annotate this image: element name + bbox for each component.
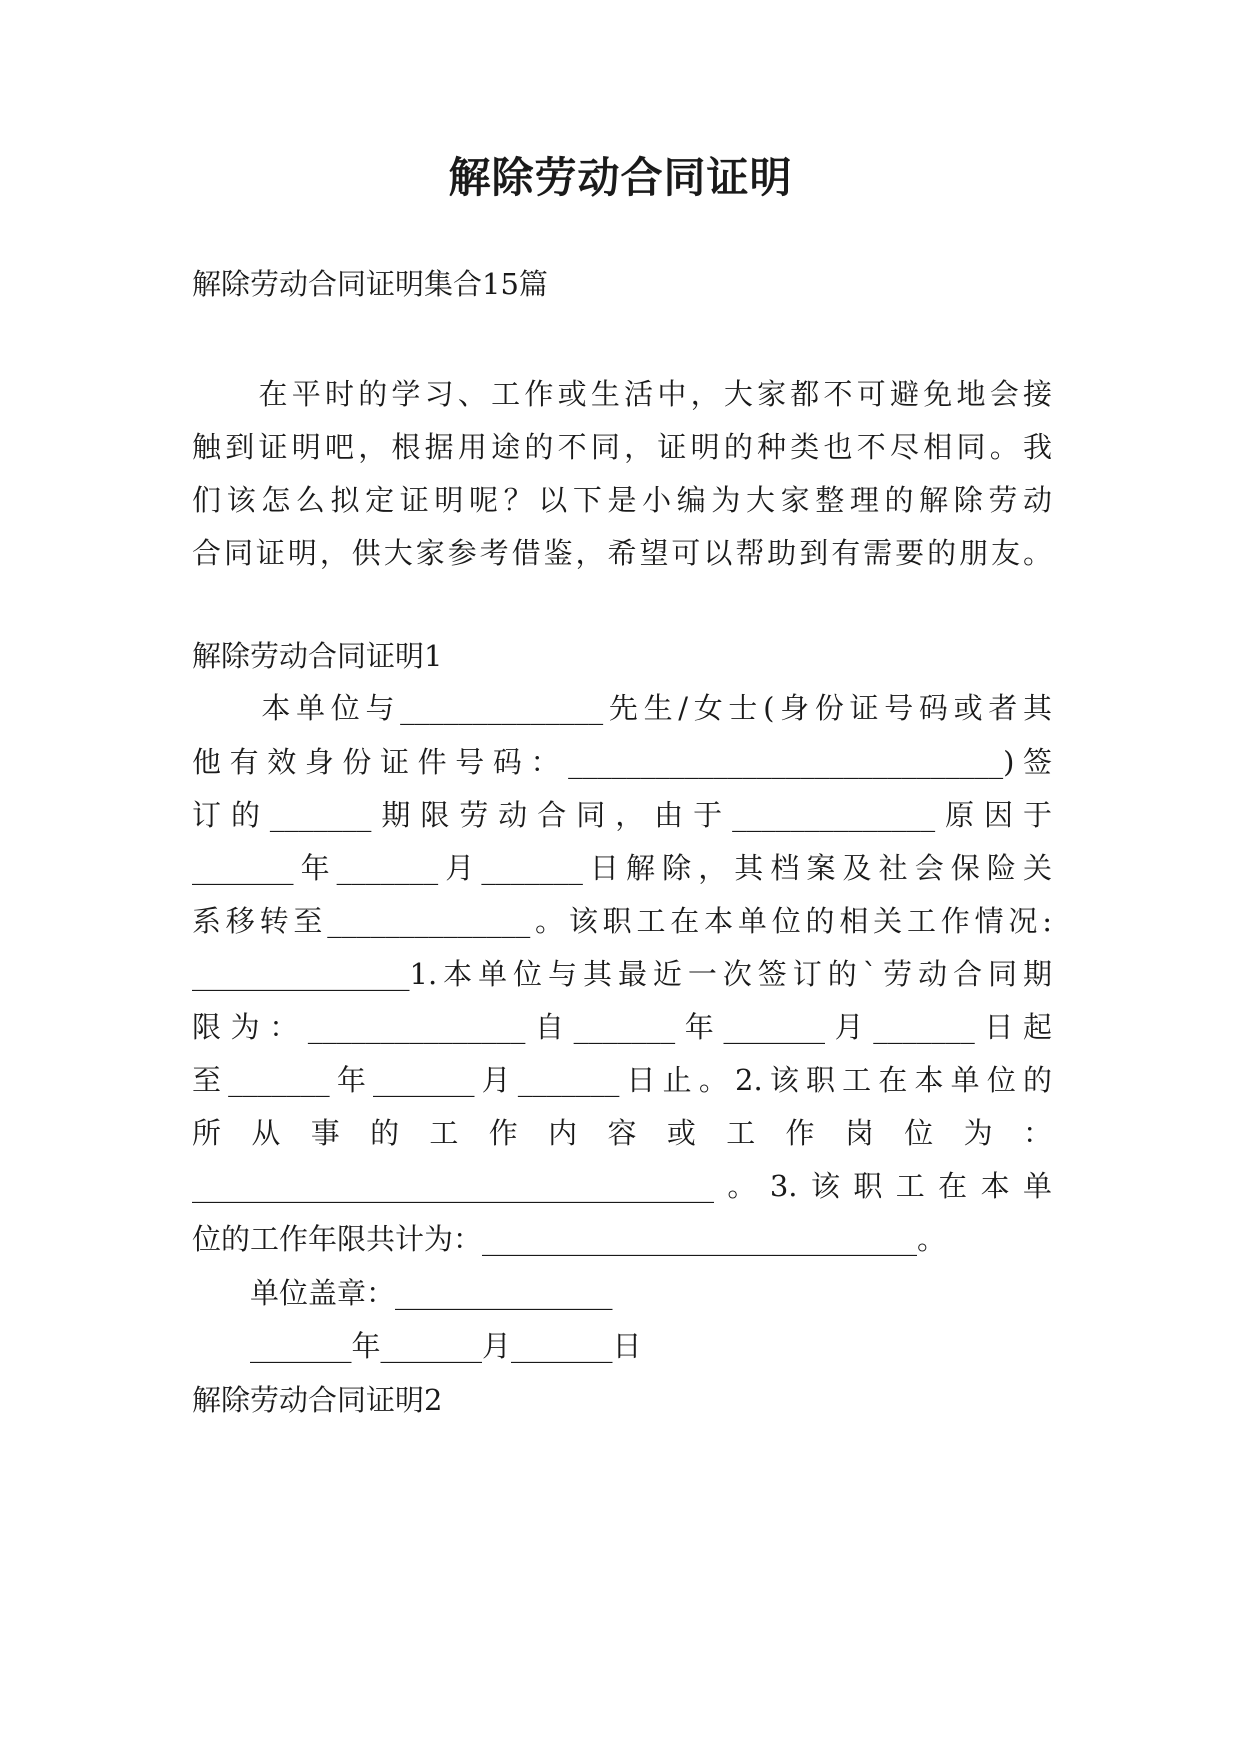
document-subtitle: 解除劳动合同证明集合15篇 xyxy=(192,267,548,301)
body-line: 至_______年_______月_______日止。2.该职工在本单位的 xyxy=(192,1063,1052,1097)
intro-line: 合同证明，供大家参考借鉴，希望可以帮助到有需要的朋友。 xyxy=(192,536,1052,570)
section-heading: 解除劳动合同证明2 xyxy=(192,1383,443,1417)
body-line: 系移转至______________。该职工在本单位的相关工作情况: xyxy=(192,904,1052,938)
body-line: 所从事的工作内容或工作岗位为： xyxy=(192,1116,1052,1150)
body-line: 订的_______期限劳动合同，由于______________原因于 xyxy=(192,798,1052,832)
seal-line: 单位盖章：_______________ xyxy=(192,1276,613,1310)
body-line: 位的工作年限共计为：______________________________。 xyxy=(192,1222,947,1256)
intro-line: 在平时的学习、工作或生活中，大家都不可避免地会接 xyxy=(192,377,1052,411)
intro-line: 们该怎么拟定证明呢？以下是小编为大家整理的解除劳动 xyxy=(192,483,1052,517)
document-title: 解除劳动合同证明 xyxy=(448,153,793,202)
body-line: 他有效身份证件号码：______________________________)签 xyxy=(192,745,1052,779)
body-line: _______________1.本单位与其最近一次签订的`劳动合同期 xyxy=(192,957,1052,991)
body-line: ____________________________________。3.该职工在本单 xyxy=(192,1169,1052,1203)
section-heading: 解除劳动合同证明1 xyxy=(192,639,443,673)
body-line: 本单位与______________先生/女士(身份证号码或者其 xyxy=(192,691,1052,725)
date-line: _______年_______月_______日 xyxy=(192,1329,642,1363)
body-line: _______年_______月_______日解除，其档案及社会保险关 xyxy=(192,851,1052,885)
body-line: 限为：_______________自_______年_______月_______日起 xyxy=(192,1010,1052,1044)
intro-line: 触到证明吧，根据用途的不同，证明的种类也不尽相同。我 xyxy=(192,430,1052,464)
